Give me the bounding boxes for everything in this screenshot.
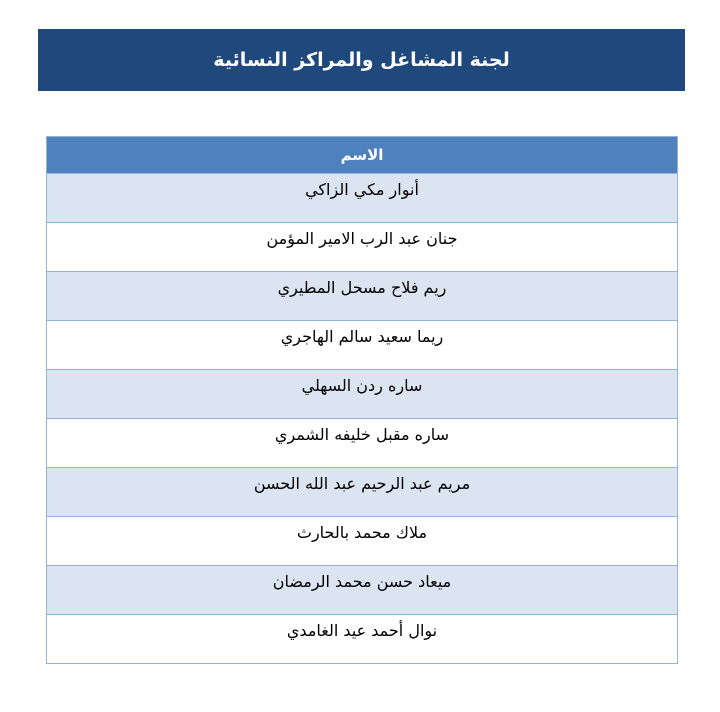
name-cell: نوال أحمد عيد الغامدي <box>47 615 678 664</box>
name-cell: ميعاد حسن محمد الرمضان <box>47 566 678 615</box>
table-row <box>47 566 678 615</box>
column-header-name: الاسم <box>47 137 678 174</box>
name-cell: أنوار مكي الزاكي <box>47 174 678 223</box>
table-header-row <box>47 137 678 174</box>
table-row <box>47 272 678 321</box>
table-row <box>47 468 678 517</box>
table-row <box>47 615 678 664</box>
table-row <box>47 419 678 468</box>
table-row <box>47 321 678 370</box>
name-cell: ريما سعيد سالم الهاجري <box>47 321 678 370</box>
names-table <box>46 136 678 664</box>
table-row <box>47 370 678 419</box>
name-cell: ملاك محمد بالحارث <box>47 517 678 566</box>
table-row <box>47 517 678 566</box>
name-cell: مريم عبد الرحيم عبد الله الحسن <box>47 468 678 517</box>
name-cell: ساره مقبل خليفه الشمري <box>47 419 678 468</box>
name-cell: ساره ردن السهلي <box>47 370 678 419</box>
name-cell: ريم فلاح مسحل المطيري <box>47 272 678 321</box>
name-cell: جنان عبد الرب الامير المؤمن <box>47 223 678 272</box>
page-title: لجنة المشاغل والمراكز النسائية <box>38 29 685 91</box>
table-row <box>47 223 678 272</box>
table-row <box>47 174 678 223</box>
